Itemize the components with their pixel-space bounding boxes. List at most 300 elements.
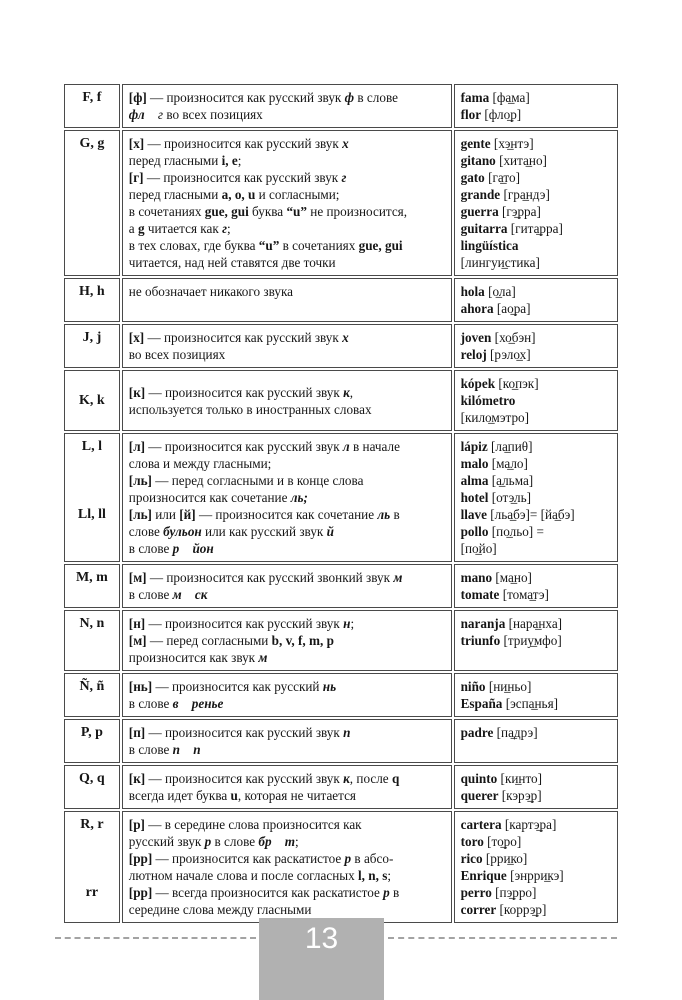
- text-run: [х]: [128, 330, 145, 345]
- text-run: в слове: [211, 834, 259, 849]
- example-line: [461, 186, 611, 203]
- text-run: и согласными;: [255, 187, 340, 202]
- description-line: [129, 506, 445, 523]
- text-run: [рр]: [128, 851, 153, 866]
- text-run: gente: [460, 136, 491, 151]
- example-line: [461, 901, 611, 918]
- text-run: в слове: [128, 742, 173, 757]
- description-cell: [122, 673, 452, 717]
- text-run: [179, 541, 192, 556]
- text-run: слова и между гласными;: [128, 456, 272, 471]
- table-row: [64, 84, 618, 128]
- text-run: — произносится как русский звук: [145, 384, 344, 400]
- text-run: перед гласными: [128, 153, 222, 168]
- example-line: [461, 632, 611, 649]
- example-line: [461, 540, 611, 557]
- example-line: [461, 770, 611, 787]
- dashed-divider-right: [388, 937, 617, 939]
- text-run: х: [342, 136, 349, 151]
- letter-cell: [64, 370, 120, 431]
- description-cell: [122, 610, 452, 671]
- letter-label: rr: [85, 885, 99, 900]
- text-run: pollo: [460, 524, 489, 539]
- text-run: ренье: [191, 696, 224, 711]
- description-line: [129, 569, 445, 586]
- description-line: [129, 724, 445, 741]
- text-run: в абсо-: [351, 851, 394, 866]
- description-line: [129, 884, 445, 901]
- text-run: niño: [460, 679, 486, 694]
- letter-label: Ñ, ñ: [79, 679, 105, 694]
- text-run: lingüística: [460, 238, 519, 253]
- examples-cell: [454, 130, 618, 276]
- text-run: в сочетаниях: [128, 204, 205, 219]
- text-run: [145, 107, 158, 122]
- description-cell: [122, 564, 452, 608]
- letter-label: L, l: [81, 439, 103, 454]
- example-line: [461, 375, 611, 392]
- text-run: fama: [460, 90, 490, 105]
- text-run: [па̲дрэ]: [493, 725, 538, 740]
- text-run: [картэ̲ра]: [501, 817, 557, 832]
- text-run: середине слова между гласными: [128, 902, 312, 917]
- text-run: i, e: [221, 153, 238, 168]
- example-line: [461, 586, 611, 603]
- text-run: ;: [226, 221, 231, 236]
- description-line: [129, 384, 445, 401]
- text-run: “u”: [286, 204, 307, 219]
- text-run: gato: [460, 170, 485, 185]
- text-run: [й]: [179, 507, 196, 522]
- text-run: hotel: [460, 490, 489, 505]
- letter-cell: [64, 433, 120, 562]
- text-run: ск: [194, 587, 208, 602]
- example-line: [461, 135, 611, 152]
- example-line: [461, 615, 611, 632]
- text-run: [то̲ро]: [483, 834, 522, 849]
- text-run: guitarra: [460, 221, 508, 236]
- page-number-box: [259, 918, 384, 1000]
- text-run: в слове: [128, 696, 173, 711]
- text-run: lápiz: [460, 439, 488, 454]
- example-line: [461, 884, 611, 901]
- text-run: — произносится как русский звук: [145, 725, 344, 740]
- text-run: [ко̲пэк]: [495, 376, 539, 391]
- text-run: слове: [128, 524, 164, 539]
- text-run: читается, над ней ставятся две точки: [128, 255, 336, 270]
- text-run: [фа̲ма]: [489, 90, 530, 105]
- table-row: [64, 324, 618, 368]
- text-run: н: [343, 616, 351, 631]
- example-line: [461, 506, 611, 523]
- text-run: в слове: [354, 90, 398, 105]
- text-run: п: [193, 742, 201, 757]
- text-run: — произносится как сочетание: [195, 507, 378, 522]
- text-run: во всех позициях: [128, 347, 226, 362]
- text-run: — произносится как русский звук: [143, 170, 342, 185]
- table-row: [64, 564, 618, 608]
- text-run: [к]: [128, 384, 146, 400]
- examples-cell: [454, 811, 618, 923]
- description-line: [129, 220, 445, 237]
- text-run: [гита̲рра]: [507, 221, 563, 236]
- description-line: [129, 283, 445, 300]
- text-run: в тех словах, где буква: [128, 238, 259, 253]
- description-line: [129, 186, 445, 203]
- text-run: [нь]: [128, 679, 153, 694]
- description-line: [129, 632, 445, 649]
- text-run: или: [151, 507, 180, 522]
- text-run: [ль]: [128, 473, 152, 488]
- description-cell: [122, 765, 452, 809]
- text-run: g: [137, 221, 145, 236]
- text-run: cartera: [460, 817, 502, 832]
- example-line: [461, 152, 611, 169]
- text-run: quinto: [460, 771, 498, 786]
- text-run: hola: [460, 284, 485, 299]
- description-line: [129, 833, 445, 850]
- table-row: [64, 765, 618, 809]
- table-row: [64, 673, 618, 717]
- pronunciation-table: [62, 82, 620, 925]
- text-run: а: [128, 221, 138, 236]
- example-line: [461, 392, 611, 409]
- text-run: бульон: [163, 524, 202, 539]
- text-run: correr: [460, 902, 497, 917]
- text-run: ;: [387, 868, 392, 883]
- letter-cell: [64, 610, 120, 671]
- examples-cell: [454, 324, 618, 368]
- text-run: х: [342, 330, 349, 345]
- text-run: [рри̲ко]: [482, 851, 528, 866]
- text-run: — произносится как русский звук: [144, 136, 343, 151]
- examples-cell: [454, 278, 618, 322]
- text-run: [льа̲бэ]= [йа̲бэ]: [486, 507, 575, 522]
- text-run: не обозначает никакого звука: [128, 284, 294, 299]
- text-run: [гэ̲рра]: [498, 204, 541, 219]
- text-run: р: [344, 851, 352, 866]
- examples-cell: [454, 84, 618, 128]
- text-run: — перед согласными: [146, 633, 272, 648]
- letter-cell: [64, 673, 120, 717]
- text-run: читается как: [144, 221, 223, 236]
- text-run: “u”: [258, 238, 280, 253]
- text-run: [гра̲ндэ]: [500, 187, 550, 202]
- example-line: [461, 472, 611, 489]
- table-row: [64, 610, 618, 671]
- text-run: [л]: [128, 439, 145, 454]
- example-line: [461, 787, 611, 804]
- description-line: [129, 203, 445, 220]
- text-run: буква: [248, 204, 287, 219]
- letter-cell: [64, 564, 120, 608]
- text-run: Enrique: [460, 868, 507, 883]
- text-run: [ма̲но]: [492, 570, 532, 585]
- text-run: р: [172, 541, 180, 556]
- text-run: rico: [460, 851, 483, 866]
- text-run: [эспа̲нья]: [502, 696, 559, 711]
- text-run: в сочетаниях: [279, 238, 359, 253]
- text-run: a, o, u: [221, 187, 256, 202]
- examples-cell: [454, 673, 618, 717]
- description-line: [129, 346, 445, 363]
- description-cell: [122, 130, 452, 276]
- text-run: в: [390, 507, 400, 522]
- text-run: ,: [349, 384, 354, 400]
- description-line: [129, 254, 445, 271]
- text-run: [к]: [128, 771, 146, 786]
- examples-cell: [454, 564, 618, 608]
- description-line: [129, 787, 445, 804]
- text-run: , которая не читается: [237, 788, 356, 803]
- description-line: [129, 901, 445, 918]
- text-run: [ки̲нто]: [497, 771, 543, 786]
- description-line: [129, 472, 445, 489]
- example-line: [461, 254, 611, 271]
- example-line: [461, 169, 611, 186]
- text-run: mano: [460, 570, 493, 585]
- examples-cell: [454, 610, 618, 671]
- text-run: — произносится как русский звук: [146, 90, 345, 105]
- text-run: [ф]: [128, 90, 147, 105]
- letter-label: H, h: [79, 284, 105, 299]
- text-run: [г]: [128, 170, 144, 185]
- text-run: u: [230, 788, 238, 803]
- description-line: [129, 540, 445, 557]
- text-run: л: [342, 439, 350, 454]
- description-line: [129, 867, 445, 884]
- text-run: [м]: [128, 570, 147, 585]
- description-line: [129, 89, 445, 106]
- text-run: [ль]: [128, 507, 152, 522]
- text-run: р: [204, 834, 212, 849]
- description-line: [129, 135, 445, 152]
- text-run: бр: [258, 834, 272, 849]
- description-cell: [122, 324, 452, 368]
- text-run: м: [258, 650, 268, 665]
- letter-label: M, m: [75, 570, 108, 585]
- letter-label: F, f: [82, 90, 102, 105]
- example-line: [461, 569, 611, 586]
- letter-label: P, p: [80, 725, 103, 740]
- text-run: ;: [237, 153, 242, 168]
- text-run: [182, 587, 195, 602]
- example-line: [461, 489, 611, 506]
- example-line: [461, 237, 611, 254]
- description-line: [129, 586, 445, 603]
- text-run: joven: [460, 330, 492, 345]
- text-run: [м]: [128, 633, 147, 648]
- example-line: [461, 329, 611, 346]
- text-run: , после: [349, 771, 392, 786]
- text-run: в начале: [349, 439, 400, 454]
- text-run: [п]: [128, 725, 146, 740]
- example-line: [461, 346, 611, 363]
- text-run: к: [343, 771, 350, 786]
- description-line: [129, 329, 445, 346]
- text-run: произносится как звук: [128, 650, 259, 665]
- text-run: г: [341, 170, 347, 185]
- text-run: [180, 742, 193, 757]
- text-run: [энрри̲кэ]: [506, 868, 564, 883]
- table-row: [64, 278, 618, 322]
- page-number: 13: [304, 922, 339, 955]
- text-run: [лингуи̲стика]: [460, 255, 540, 270]
- text-run: лютном начале слова и после согласных: [128, 868, 359, 883]
- text-run: b, v, f, m, p: [271, 633, 334, 648]
- text-run: [фло̲р]: [481, 107, 522, 122]
- text-run: г: [157, 107, 164, 122]
- text-run: [отэ̲ль]: [488, 490, 532, 505]
- text-run: kópek: [460, 376, 496, 391]
- example-line: [461, 283, 611, 300]
- text-run: [ма̲ло]: [488, 456, 528, 471]
- example-line: [461, 695, 611, 712]
- example-line: [461, 678, 611, 695]
- text-run: [тома̲тэ]: [499, 587, 549, 602]
- text-run: [а̲льма]: [488, 473, 534, 488]
- text-run: q: [391, 771, 400, 786]
- letter-label: K, k: [79, 393, 105, 408]
- description-cell: [122, 370, 452, 431]
- text-run: перед гласными: [128, 187, 222, 202]
- text-run: flor: [460, 107, 482, 122]
- text-run: alma: [460, 473, 489, 488]
- text-run: во всех позициях: [163, 107, 263, 122]
- text-run: perro: [460, 885, 492, 900]
- example-line: [461, 438, 611, 455]
- example-line: [461, 89, 611, 106]
- examples-cell: [454, 370, 618, 431]
- example-line: [461, 850, 611, 867]
- text-run: — произносится как русский: [152, 679, 323, 694]
- letter-cell: [64, 765, 120, 809]
- text-run: naranja: [460, 616, 506, 631]
- example-line: [461, 106, 611, 123]
- description-cell: [122, 433, 452, 562]
- text-run: ;: [350, 616, 355, 631]
- letter-cell: [64, 324, 120, 368]
- text-run: в: [389, 885, 400, 900]
- text-run: España: [460, 696, 503, 711]
- text-run: grande: [460, 187, 501, 202]
- description-cell: [122, 84, 452, 128]
- text-run: йон: [192, 541, 214, 556]
- text-run: l, n, s: [358, 868, 388, 883]
- text-run: — произносится как раскатистое: [152, 851, 345, 866]
- text-run: [пэ̲рро]: [491, 885, 537, 900]
- text-run: р: [383, 885, 390, 900]
- text-run: — в середине слова произносится как: [144, 817, 362, 832]
- letter-label: R, r: [80, 817, 104, 832]
- description-line: [129, 152, 445, 169]
- text-run: в слове: [128, 587, 173, 602]
- text-run: [ни̲ньо]: [485, 679, 532, 694]
- letter-cell: [64, 130, 120, 276]
- letter-cell: [64, 278, 120, 322]
- text-run: [179, 696, 192, 711]
- text-run: gitano: [460, 153, 496, 168]
- text-run: querer: [460, 788, 499, 803]
- text-run: фл: [128, 107, 145, 122]
- text-run: п: [343, 725, 351, 740]
- description-line: [129, 489, 445, 506]
- text-run: [н]: [128, 616, 146, 631]
- text-run: произносится как сочетание: [128, 490, 291, 505]
- text-run: [нара̲нха]: [505, 616, 563, 631]
- text-run: triunfo: [460, 633, 501, 648]
- table-row: [64, 370, 618, 431]
- text-run: г: [222, 221, 227, 236]
- text-run: toro: [460, 834, 484, 849]
- text-run: — произносится как русский звук: [145, 771, 344, 786]
- letter-cell: [64, 719, 120, 763]
- text-run: [р]: [128, 817, 145, 832]
- text-run: к: [343, 384, 350, 400]
- description-cell: [122, 278, 452, 322]
- example-line: [461, 867, 611, 884]
- text-run: padre: [460, 725, 494, 740]
- text-run: ;: [295, 834, 299, 849]
- text-run: ahora: [460, 301, 494, 316]
- description-line: [129, 523, 445, 540]
- letter-label: Ll, ll: [77, 507, 106, 522]
- letter-label: Q, q: [79, 771, 105, 786]
- description-line: [129, 678, 445, 695]
- description-line: [129, 615, 445, 632]
- text-run: tomate: [460, 587, 500, 602]
- text-run: reloj: [460, 347, 487, 362]
- description-line: [129, 401, 445, 418]
- example-line: [461, 833, 611, 850]
- table-row: [64, 811, 618, 923]
- description-line: [129, 169, 445, 186]
- examples-cell: [454, 433, 618, 562]
- description-cell: [122, 719, 452, 763]
- text-run: т: [284, 834, 296, 849]
- description-line: [129, 695, 445, 712]
- text-run: — произносится как русский звук: [145, 616, 344, 631]
- text-run: м: [172, 587, 182, 602]
- text-run: gue, gui: [204, 204, 249, 219]
- text-run: ф: [344, 90, 355, 105]
- description-line: [129, 649, 445, 666]
- table-row: [64, 130, 618, 276]
- text-run: [ла̲пиθ]: [487, 439, 533, 454]
- text-run: русский звук: [128, 834, 205, 849]
- letter-label: J, j: [82, 330, 102, 345]
- text-run: [по̲льо] =: [488, 524, 544, 539]
- text-run: используется только в иностранных словах: [128, 401, 372, 417]
- text-run: [по̲йо]: [460, 541, 497, 556]
- text-run: [рэло̲х]: [486, 347, 531, 362]
- text-run: [триу̲мфо]: [500, 633, 562, 648]
- example-line: [461, 455, 611, 472]
- description-line: [129, 770, 445, 787]
- text-run: [коррэ̲р]: [496, 902, 547, 917]
- table-row: [64, 719, 618, 763]
- text-run: [ао̲ра]: [493, 301, 531, 316]
- text-run: в слове: [128, 541, 173, 556]
- text-run: не произносится,: [306, 204, 408, 219]
- text-run: [х]: [128, 136, 145, 151]
- description-cell: [122, 811, 452, 923]
- example-line: [461, 724, 611, 741]
- text-run: guerra: [460, 204, 499, 219]
- text-run: llave: [460, 507, 487, 522]
- text-run: й: [326, 524, 334, 539]
- text-run: в: [172, 696, 179, 711]
